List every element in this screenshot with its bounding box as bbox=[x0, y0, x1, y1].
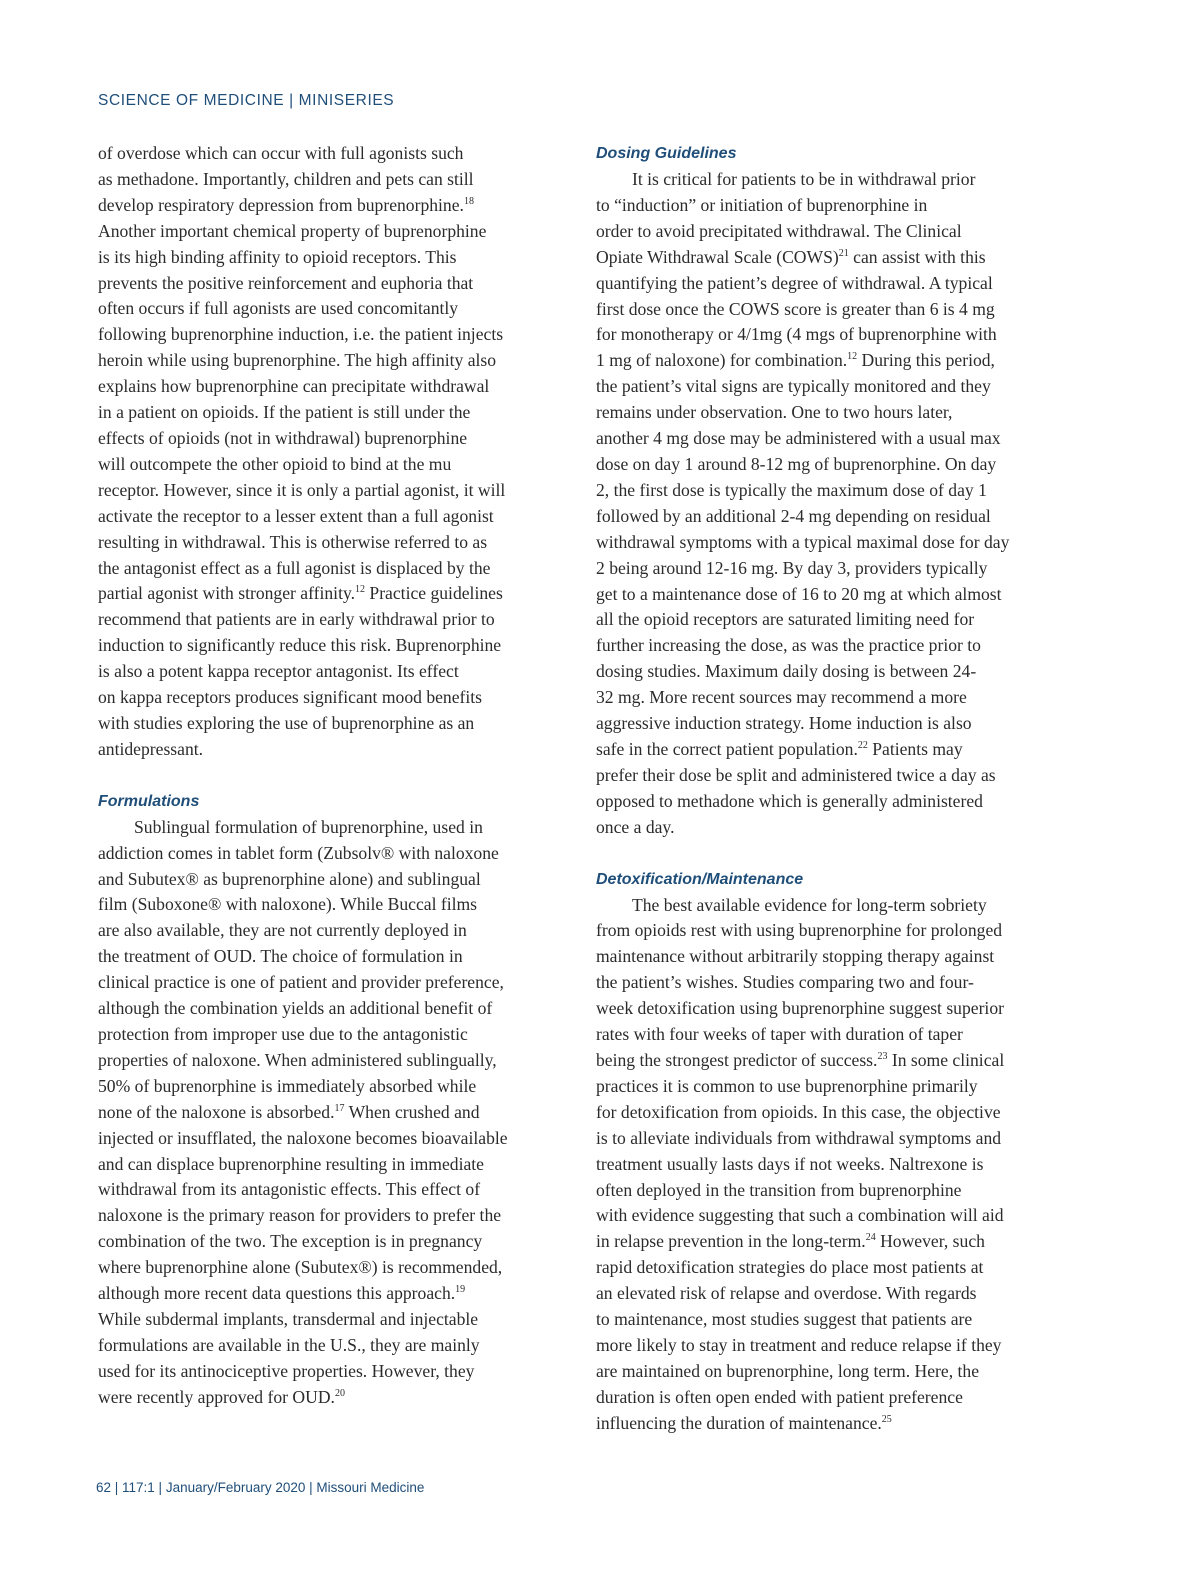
right-column bbox=[596, 141, 1074, 1437]
section-heading-dosing: Dosing Guidelines bbox=[596, 145, 737, 162]
body-paragraph-overdose: of overdose which can occur with full agonists such as methadone. Importantly, children and pets can still develop respiratory depression from buprenorphine.$^{18}$ Another important chemical property of buprenorphine is its high binding affinity to opioid receptors. This prevents the positive reinforcement and euphoria that often occurs if full agonists are used concomitantly following buprenorphine induction, i.e. the patient injects heroin while using buprenorphine. The high affinity also explains how buprenorphine can precipitate withdrawal in a patient on opioids. If the patient is still under the effects of opioids (not in withdrawal) buprenorphine will outcompete the other opioid to bind at the mu receptor. However, since it is only a partial agonist, it will activate the receptor to a lesser extent than a full agonist resulting in withdrawal. This is otherwise referred to as the antagonist effect as a full agonist is displaced by the partial agonist with stronger affinity.$^{12}$ Practice guidelines recommend that patients are in early withdrawal prior to induction to significantly reduce this risk. Buprenorphine is also a potent kappa receptor antagonist. Its effect on kappa receptors produces significant mood benefits with studies exploring the use of buprenorphine as an antidepressant. bbox=[98, 143, 506, 759]
citation-ref: 19 bbox=[455, 1284, 466, 1296]
body-paragraph-formulations: Sublingual formulation of buprenorphine, used in addiction comes in tablet form (Zubsolv® with naloxone and Subutex® as buprenorphine alone) and sublingual film (Suboxone® with naloxone). While Buccal films are also available, they are not currently deployed in the treatment of OUD. The choice of formulation in clinical practice is one of patient and provider preference, although the combination yields an additional benefit of protection from improper use due to the antagonistic properties of naloxone. When administered sublingually, 50% of buprenorphine is immediately absorbed while none of the naloxone is absorbed.$^{17}$ When crushed and injected or insufflated, the naloxone becomes bioavailable and can displace buprenorphine resulting in immediate withdrawal from its antagonistic effects. This effect of naloxone is the primary reason for providers to prefer the combination of the two. The exception is in pregnancy where buprenorphine alone (Subutex®) is recommended, although more recent data questions this approach.$^{19}$ While subdermal implants, transdermal and injectable formulations are available in the U.S., they are mainly used for its antinociceptive properties. However, they were recently approved for OUD.$^{20}$ bbox=[98, 816, 508, 1407]
citation-ref: 23 bbox=[877, 1051, 888, 1062]
citation-ref: 22 bbox=[857, 739, 868, 751]
left-column bbox=[98, 141, 576, 1411]
section-heading-formulations: Formulations bbox=[98, 792, 200, 810]
citation-ref: 20 bbox=[334, 1387, 345, 1399]
citation-ref: 21 bbox=[838, 247, 849, 259]
body-paragraph-detox: The best available evidence for long-term sobriety from opioids rest with using buprenorphine for prolonged maintenance without arbitrarily stopping therapy against the patient’s wishes. Studies comparing two and four- week detoxification using buprenorphine suggest superior rates with four weeks of taper with duration of taper being the strongest predictor of success.$^{23}$ In some clinical practices it is common to use buprenorphine primarily for detoxification from opioids. In this case, the objective is to alleviate individuals from withdrawal symptoms and treatment usually lasts days if not weeks. Naltrexone is often deployed in the transition from buprenorphine with evidence suggesting that such a combination will aid in relapse prevention in the long-term.$^{24}$ However, such rapid detoxification strategies do place most patients at an elevated risk of relapse and overdose. With regards to maintenance, most studies suggest that patients are more likely to stay in treatment and reduce relapse if they are maintained on buprenorphine, long term. Here, the duration is often open ended with patient preference influencing the duration of maintenance.$^{25}$ bbox=[596, 894, 1005, 1433]
citation-ref: 12 bbox=[355, 584, 366, 596]
citation-ref: 24 bbox=[865, 1232, 876, 1244]
citation-ref: 18 bbox=[463, 195, 474, 207]
citation-ref: 12 bbox=[847, 351, 858, 363]
body-paragraph-dosing: It is critical for patients to be in withdrawal prior to “induction” or initiation of buprenorphine in order to avoid precipitated withdrawal. The Clinical Opiate Withdrawal Scale (COWS)$^{21}$ can assist with this quantifying the patient’s degree of withdrawal. A typical first dose once the COWS score is greater than 6 is 4 mg for monotherapy or 4/1mg (4 mgs of buprenorphine with 1 mg of naloxone) for combination.$^{12}$ During this period, the patient’s vital signs are typically monitored and they remains under observation. One to two hours later, another 4 mg dose may be administered with a usual max dose on day 1 around 8-12 mg of buprenorphine. On day 2, the first dose is typically the maximum dose of day 1 followed by an additional 2-4 mg depending on residual withdrawal symptoms with a typical maximal dose for day 2 being around 12-16 mg. By day 3, providers typically get to a maintenance dose of 16 to 20 mg at which almost all the opioid receptors are saturated limiting need for further increasing the dose, as was the practice prior to dosing studies. Maximum daily dosing is between 24- 32 mg. More recent sources may recommend a more aggressive induction strategy. Home induction is also safe in the correct patient population.$^{22}$ Patients may prefer their dose be split and administered twice a day as opposed to methadone which is generally administered once a day. bbox=[596, 169, 1010, 837]
citation-ref: 17 bbox=[334, 1102, 345, 1114]
page-footer: 62 | 117:1 | January/February 2020 | Missouri Medicine bbox=[96, 1480, 425, 1495]
running-header: SCIENCE OF MEDICINE | MINISERIES bbox=[98, 92, 395, 109]
section-heading-detox: Detoxification/Maintenance bbox=[596, 870, 804, 888]
citation-ref: 25 bbox=[881, 1413, 892, 1425]
